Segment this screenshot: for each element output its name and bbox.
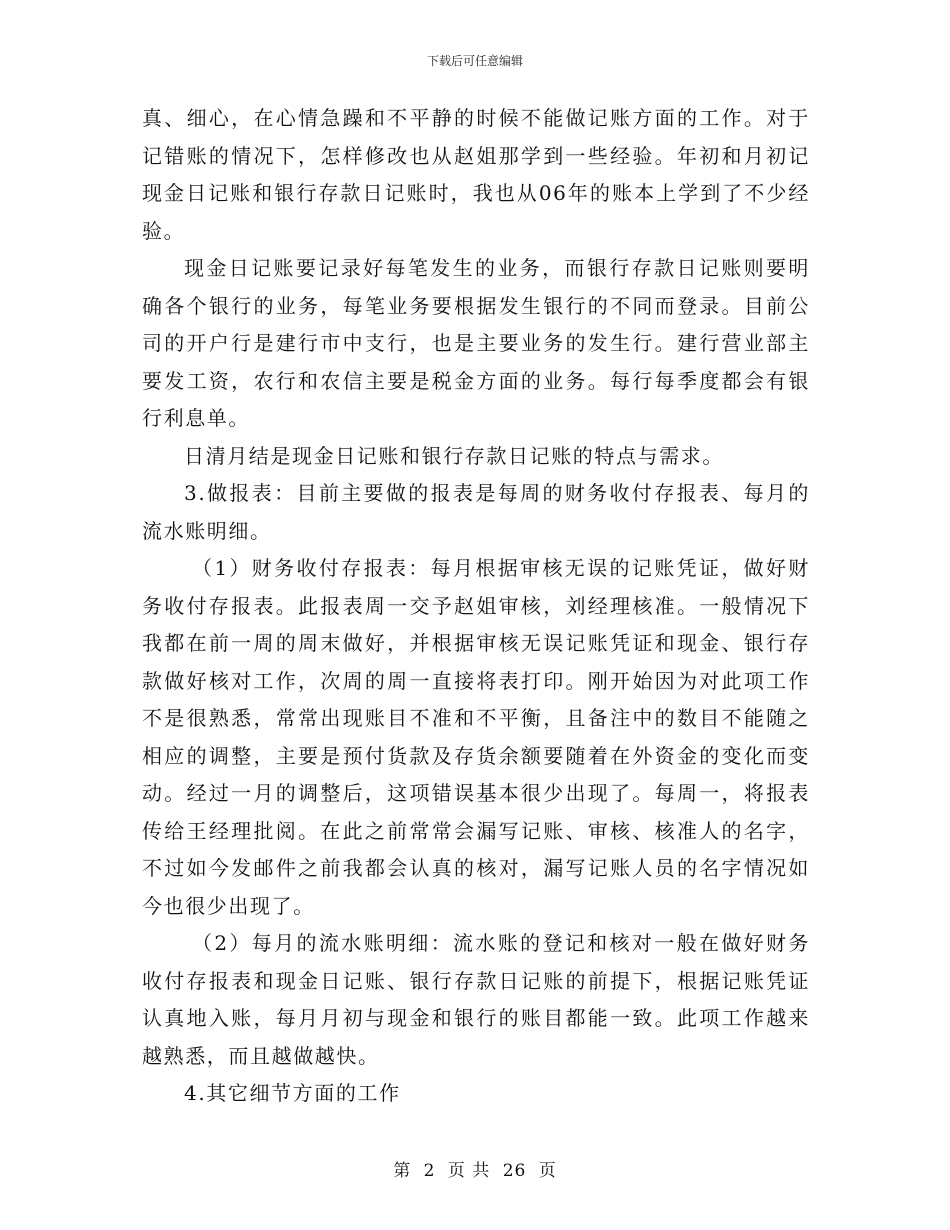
document-body bbox=[142, 100, 810, 1113]
footer-suffix: 页 bbox=[538, 1161, 557, 1181]
footer-total-pages: 26 bbox=[502, 1161, 527, 1181]
footer-middle: 页 共 bbox=[447, 1161, 491, 1181]
footer-prefix: 第 bbox=[393, 1161, 412, 1181]
paragraph-weekly-report: （1）财务收付存报表：每月根据审核无误的记账凭证，做好财务收付存报表。此报表周一交予赵姐审核，刘经理核准。一般情况下我都在前一周的周末做好，并根据审核无误记账凭证和现金、银行存款做好核对工作，次周的周一直接将表打印。刚开始因为对此项工作不是很熟悉，常常出现账目不准和不平衡，且备注中的数目不能随之相应的调整，主要是预付货款及存货余额要随着在外资金的变化而变动。经过一月的调整后，这项错误基本很少出现了。每周一，将报表传给王经理批阅。在此之前常常会漏写记账、审核、核准人的名字，不过如今发邮件之前我都会认真的核对，漏写记账人员的名字情况如今也很少出现了。 bbox=[142, 556, 810, 918]
page-footer bbox=[0, 1156, 950, 1181]
footer-page-number: 2 bbox=[423, 1161, 436, 1181]
paragraph-continuation: 真、细心，在心情急躁和不平静的时候不能做记账方面的工作。对于记错账的情况下，怎样修改也从赵姐那学到一些经验。年初和月初记现金日记账和银行存款日记账时，我也从06年的账本上学到了不少经验。 bbox=[142, 106, 810, 243]
paragraph-daily-settlement: 日清月结是现金日记账和银行存款日记账的特点与需求。 bbox=[184, 443, 724, 468]
paragraph-cash-journal: 现金日记账要记录好每笔发生的业务，而银行存款日记账则要明确各个银行的业务，每笔业务要根据发生银行的不同而登录。目前公司的开户行是建行市中支行，也是主要业务的发生行。建行营业部主要发工资，农行和农信主要是税金方面的业务。每行每季度都会有银行利息单。 bbox=[142, 256, 810, 430]
page-header bbox=[0, 52, 950, 69]
paragraph-monthly-ledger: （2）每月的流水账明细：流水账的登记和核对一般在做好财务收付存报表和现金日记账、银行存款日记账的前提下，根据记账凭证认真地入账，每月月初与现金和银行的账目都能一致。此项工作越来越熟悉，而且越做越快。 bbox=[142, 931, 810, 1068]
header-note: 下载后可任意编辑 bbox=[426, 54, 523, 68]
paragraph-reports-heading: 3.做报表：目前主要做的报表是每周的财务收付存报表、每月的流水账明细。 bbox=[142, 481, 810, 543]
paragraph-other-details-heading: 4.其它细节方面的工作 bbox=[184, 1081, 401, 1105]
